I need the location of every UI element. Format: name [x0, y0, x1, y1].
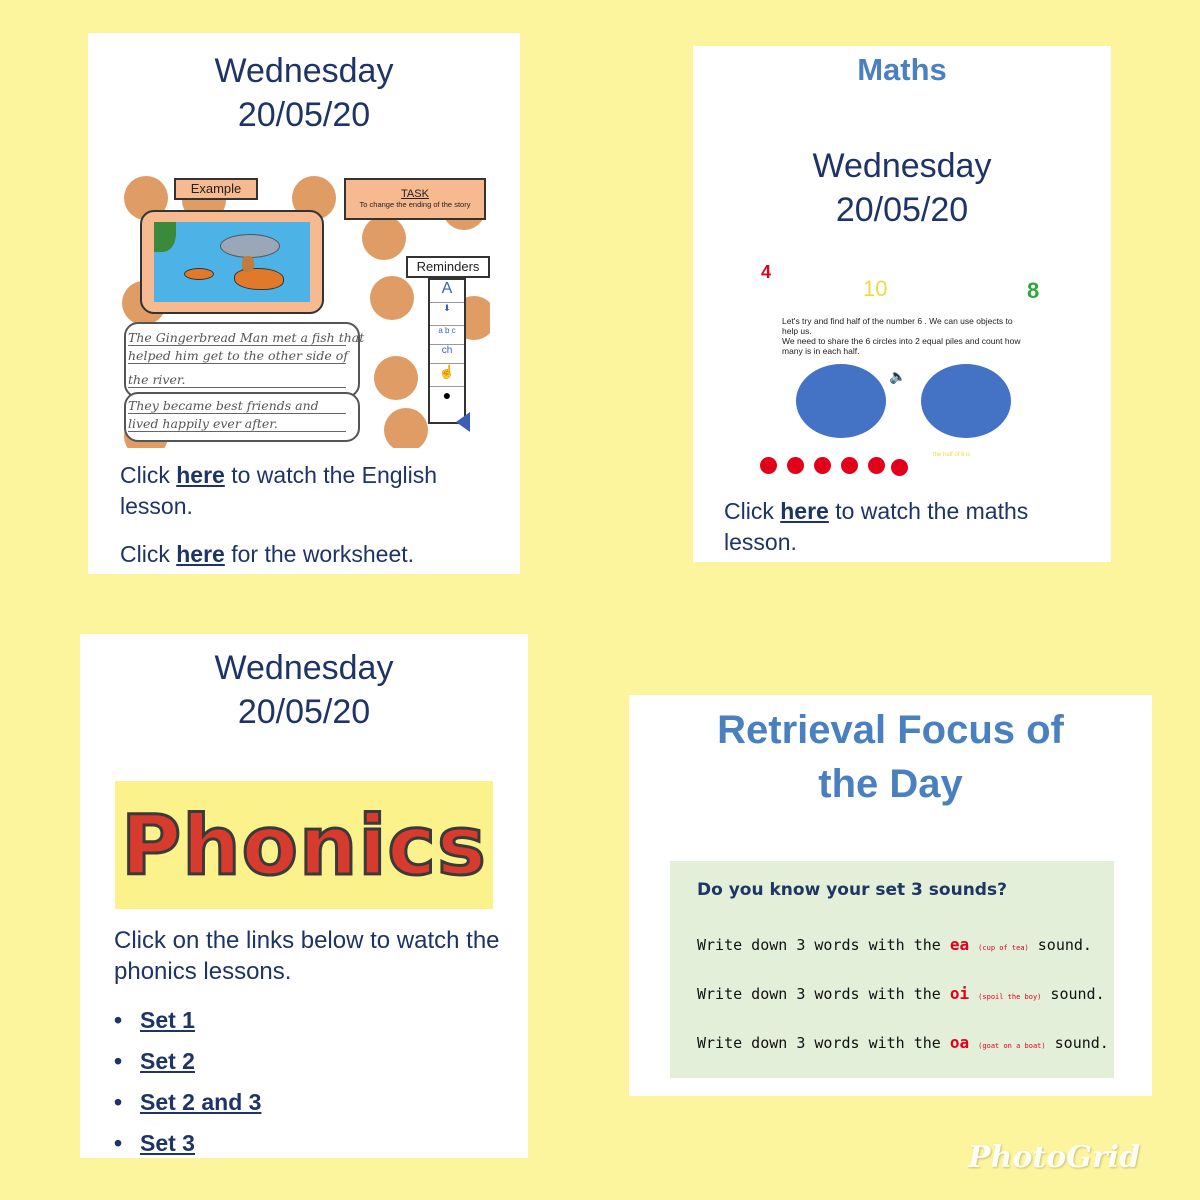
sound-icon: 🔈 [889, 368, 907, 384]
worksheet-text [120, 539, 500, 570]
phonics-date-day: Wednesday [214, 649, 394, 687]
half-oval-right [921, 364, 1011, 438]
handwriting-box-1 [124, 322, 365, 398]
bullet: • [114, 1089, 123, 1115]
list-item [114, 1123, 261, 1164]
finger-space-icon: ☝ [430, 364, 464, 387]
bullet: • [114, 1048, 123, 1074]
english-lesson-text [120, 460, 500, 522]
set-3-link[interactable]: Set 3 [140, 1130, 195, 1156]
speaker-icon [456, 412, 470, 432]
sound-hint: (cup of tea) [978, 944, 1029, 952]
half-caption: the half of 6 is [933, 452, 971, 458]
maths-instructions [782, 316, 1022, 356]
dot-icon: ● [442, 387, 452, 403]
sound-line-post: sound. [1045, 1034, 1109, 1052]
english-date-day: Wednesday [214, 52, 394, 90]
worksheet-post: for the worksheet. [224, 541, 415, 567]
maths-lesson-pre: Click [724, 498, 781, 524]
bullet: • [114, 1007, 123, 1033]
sound-line-oa [697, 1033, 1109, 1052]
abc-icon: a b c [430, 326, 464, 345]
fish-icon [220, 234, 280, 258]
task-box [344, 178, 486, 220]
english-slide-image [122, 176, 490, 448]
maths-instruction-2: We need to share the 6 circles into 2 equal piles and count how many is in each half. [782, 336, 1021, 356]
english-lesson-card [88, 33, 520, 574]
task-title: TASK [401, 188, 429, 200]
set3-sounds-box [670, 861, 1114, 1078]
list-item [114, 1082, 261, 1123]
task-text: To change the ending of the story [359, 200, 471, 209]
english-date-value: 20/05/20 [237, 96, 371, 134]
maths-title: Maths [857, 52, 947, 87]
sound-oi: oi [949, 984, 970, 1003]
sound-hint: (spoil the boy) [978, 993, 1042, 1001]
sound-oa: oa [949, 1033, 970, 1052]
capital-letter-icon: A [430, 280, 464, 303]
maths-date [693, 144, 1111, 232]
maths-lesson-card [693, 46, 1111, 562]
gingerbread-icon [374, 356, 418, 400]
maths-lesson-text [724, 496, 1084, 558]
retrieval-title: Retrieval Focus of the Day [717, 708, 1064, 806]
handwriting-line: helped him get to the other side of [128, 348, 348, 363]
handwriting-line: They became best friends and [128, 398, 346, 414]
sound-line-post: sound. [1041, 985, 1105, 1003]
list-item [114, 1000, 261, 1041]
story-picture-frame [140, 210, 324, 314]
maths-instruction-1: Let's try and find half of the number 6 . We can use objects to help us. [782, 316, 1013, 336]
phonics-date [80, 646, 528, 734]
phonics-icon: ch [430, 345, 464, 364]
number-4: 4 [761, 262, 772, 282]
maths-date-value: 20/05/20 [835, 191, 969, 229]
english-date [88, 49, 520, 137]
counter-dot [787, 457, 804, 474]
gingerbread-man-icon [242, 256, 254, 272]
set-2-and-3-link[interactable]: Set 2 and 3 [140, 1089, 262, 1115]
sound-line-pre: Write down 3 words with the [697, 985, 950, 1003]
sounds-question: Do you know your set 3 sounds? [697, 880, 1007, 900]
maths-lesson-post: to watch the maths lesson. [724, 498, 1029, 555]
reminders-label: Reminders [406, 256, 490, 278]
counter-dot [868, 457, 885, 474]
phonics-banner-word: Phonics [121, 799, 487, 894]
gingerbread-icon [370, 276, 414, 320]
full-stop-icon: ⬇ [430, 303, 464, 326]
example-label: Example [174, 178, 258, 200]
set-2-link[interactable]: Set 2 [140, 1048, 195, 1074]
sound-line-oi [697, 984, 1105, 1003]
gingerbread-icon [362, 216, 406, 260]
phonics-lesson-card [80, 634, 528, 1158]
half-oval-left [796, 364, 886, 438]
set-1-link[interactable]: Set 1 [140, 1007, 195, 1033]
sound-ea: ea [949, 935, 970, 954]
fox-icon [234, 268, 284, 290]
counter-dot [891, 459, 908, 476]
english-lesson-link[interactable]: here [176, 462, 225, 488]
list-item [114, 1041, 261, 1082]
handwriting-line: lived happily ever after. [128, 416, 346, 432]
handwriting-box-2 [124, 392, 360, 442]
english-lesson-post: to watch the English lesson. [120, 462, 438, 519]
sound-line-post: sound. [1028, 936, 1092, 954]
phonics-banner [115, 781, 493, 909]
maths-lesson-link[interactable]: here [780, 498, 829, 524]
reminders-strip [428, 278, 466, 424]
english-lesson-pre: Click [120, 462, 177, 488]
number-10: 10 [863, 276, 888, 301]
counter-dot [841, 457, 858, 474]
counter-dot [760, 457, 777, 474]
river-scene [154, 222, 310, 302]
sound-line-ea [697, 935, 1092, 954]
handwriting-line: the river. [128, 372, 346, 388]
fox-tail-icon [184, 268, 214, 280]
sound-line-pre: Write down 3 words with the [697, 936, 950, 954]
sound-line-pre: Write down 3 words with the [697, 1034, 950, 1052]
number-8: 8 [1027, 278, 1040, 303]
sound-hint: (goat on a boat) [978, 1042, 1046, 1050]
photogrid-watermark: PhotoGrid [968, 1140, 1141, 1175]
handwriting-line: The Gingerbread Man met a fish that [128, 330, 365, 345]
worksheet-pre: Click [120, 541, 177, 567]
worksheet-link[interactable]: here [176, 541, 225, 567]
gingerbread-icon [384, 408, 428, 448]
maths-date-day: Wednesday [812, 147, 992, 185]
riverbank-icon [154, 222, 176, 252]
phonics-date-value: 20/05/20 [237, 693, 371, 731]
counter-dot [814, 457, 831, 474]
phonics-intro: Click on the links below to watch the phonics lessons. [114, 927, 500, 985]
bullet: • [114, 1130, 123, 1156]
retrieval-focus-card [629, 695, 1152, 1096]
phonics-set-list [114, 1000, 261, 1164]
